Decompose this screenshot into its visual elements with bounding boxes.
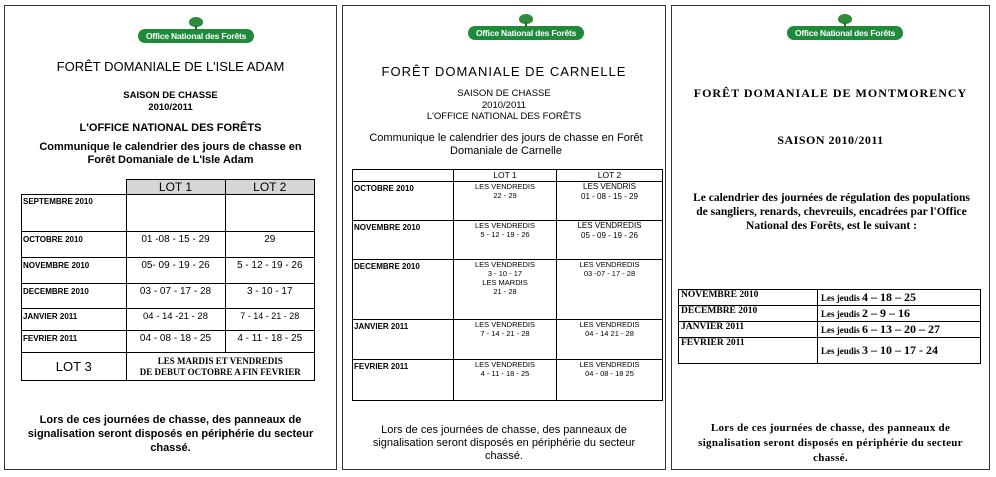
lot1-cell: 03 - 07 - 17 - 28 [126,284,225,309]
panel-carnelle [342,5,666,470]
lot1-cell [126,195,225,232]
season-label: SAISON DE CHASSE [457,88,551,99]
lot2-cell: LES VENDREDIS 04 - 14 21 - 28 [557,320,663,360]
footer-note: Lors de ces journées de chasse, des panneaux de signalisation seront disposés en périphérie du secteur chassé. [698,422,963,464]
month-cell: FEVRIER 2011 [353,360,454,401]
season-years: 2010/2011 [148,102,193,113]
season-label: SAISON DE CHASSE [123,90,218,101]
month-cell: JANVIER 2011 [22,309,127,331]
season-years: 2010/2011 [481,100,527,111]
lot1-cell: LES VENDREDIS 5 - 12 - 19 - 26 [454,221,557,260]
lot2-cell: 4 - 11 - 18 - 25 [225,331,315,353]
table-row [679,290,981,306]
month-cell: NOVEMBRE 2010 [353,221,454,260]
table-row [679,322,981,338]
panel-isle-adam [4,5,337,470]
lot3-label: LOT 3 [22,353,127,381]
org-name: L'OFFICE NATIONAL DES FORÊTS [79,122,262,134]
page-title: FORÊT DOMANIALE DE MONTMORENCY [693,86,968,100]
table-row [353,221,663,260]
org-name: L'OFFICE NATIONAL DES FORÊTS [426,111,582,122]
table-row [353,182,663,221]
page-title: FORÊT DOMANIALE DE CARNELLE [381,64,627,79]
logo-label: Office National des Forêts [787,26,903,40]
lot1-cell: LES VENDREDIS 3 - 10 - 17 LES MARDIS 21 - 28 [454,260,557,320]
table-row [22,258,315,284]
table-row [22,331,315,353]
lot2-cell: 29 [225,232,315,258]
lot1-cell: LES VENDREDIS 7 - 14 - 21 - 28 [454,320,557,360]
table-row [679,338,981,364]
lot1-cell: 01 -08 - 15 - 29 [126,232,225,258]
onf-logo [787,14,903,40]
communique-text: Communique le calendrier des jours de chasse en Forêt Domaniale de L'Isle Adam [39,141,302,166]
month-cell: JANVIER 2011 [679,322,818,338]
lot2-cell: LES VENDREDIS 05 - 09 - 19 - 26 [557,221,663,260]
logo-label: Office National des Forêts [138,29,254,43]
lot2-cell: LES VENDRIS 01 - 08 - 15 - 29 [557,182,663,221]
lot1-cell: LES VENDREDIS 4 - 11 - 18 - 25 [454,360,557,401]
header-lot-1: LOT 1 [126,180,225,195]
page-title: FORÊT DOMANIALE DE L'ISLE ADAM [56,59,285,74]
month-cell: FEVRIER 2011 [679,338,818,364]
table-row-lot3 [22,353,315,381]
table-row [353,360,663,401]
lot2-cell: 7 - 14 - 21 - 28 [225,309,315,331]
table-row [22,195,315,232]
table-row [679,306,981,322]
month-cell: NOVEMBRE 2010 [679,290,818,306]
footer-note: Lors de ces journées de chasse, des panneaux de signalisation seront disposés en périphérie du secteur chassé. [27,414,314,454]
table-row [22,309,315,331]
month-cell: DECEMBRE 2010 [679,306,818,322]
lot3-text: LES MARDIS ET VENDREDIS DE DEBUT OCTOBRE A FIN FEVRIER [126,353,315,381]
lot2-cell: LES VENDREDIS 04 - 08 - 18 25 [557,360,663,401]
header-lot-2: LOT 2 [225,180,315,195]
month-cell: NOVEMBRE 2010 [22,258,127,284]
days-cell: Les jeudis 6 – 13 – 20 – 27 [818,322,981,338]
lot2-cell: LES VENDREDIS 03 -07 - 17 - 28 [557,260,663,320]
month-cell: DECEMBRE 2010 [22,284,127,309]
lot2-cell: 3 - 10 - 17 [225,284,315,309]
tree-icon [837,14,853,26]
hunting-calendar-table [21,179,315,381]
communique-text: Communique le calendrier des jours de chasse en Forêt Domaniale de Carnelle [369,132,643,157]
lot2-cell [225,195,315,232]
logo-label: Office National des Forêts [468,26,584,40]
header-lot-1: LOT 1 [454,170,557,182]
hunting-calendar-table [352,169,663,401]
lot1-cell: 04 - 08 - 18 - 25 [126,331,225,353]
tree-icon [518,14,534,26]
month-cell: JANVIER 2011 [353,320,454,360]
month-cell: OCTOBRE 2010 [22,232,127,258]
lot1-cell: 04 - 14 -21 - 28 [126,309,225,331]
panel-montmorency [671,5,990,470]
season-title: SAISON 2010/2011 [777,133,884,147]
table-row [353,320,663,360]
month-cell: DECEMBRE 2010 [353,260,454,320]
footer-note: Lors de ces journées de chasse, des panneaux de signalisation seront disposés en périphérie du secteur chassé. [372,424,636,462]
regulation-calendar-table [678,289,981,364]
table-row [22,284,315,309]
tree-icon [188,17,204,29]
header-lot-2: LOT 2 [557,170,663,182]
days-cell: Les jeudis 4 – 18 – 25 [818,290,981,306]
month-cell: OCTOBRE 2010 [353,182,454,221]
days-cell: Les jeudis 3 – 10 – 17 - 24 [818,338,981,364]
table-row [22,232,315,258]
table-row [353,260,663,320]
intro-text: Le calendrier des journées de régulation des populations de sangliers, renards, chevreuils, encadrées par l'Office National des Forêts, est le suivant : [693,192,970,232]
lot2-cell: 5 - 12 - 19 - 26 [225,258,315,284]
onf-logo [468,14,584,40]
month-cell: SEPTEMBRE 2010 [22,195,127,232]
onf-logo [138,17,254,43]
lot1-cell: LES VENDREDIS 22 - 29 [454,182,557,221]
lot1-cell: 05- 09 - 19 - 26 [126,258,225,284]
month-cell: FEVRIER 2011 [22,331,127,353]
days-cell: Les jeudis 2 – 9 – 16 [818,306,981,322]
